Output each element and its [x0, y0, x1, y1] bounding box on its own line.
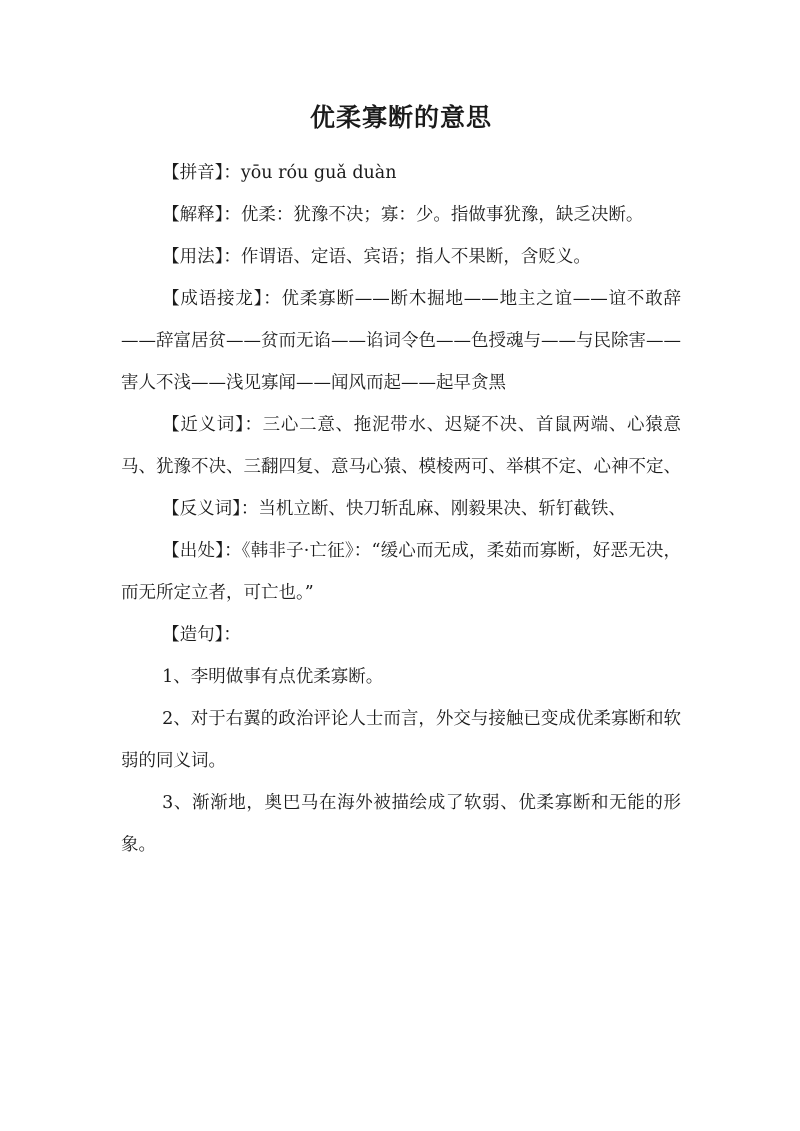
section-label: 【近义词】: [162, 415, 245, 435]
section-label: 【成语接龙】: [162, 289, 264, 309]
section-text: ：当机立断、快刀斩乱麻、刚毅果决、斩钉截铁、: [240, 499, 626, 519]
section-label: 【造句】: [162, 625, 224, 645]
section-text: ：三心二意、拖泥带水、迟疑不决、首鼠两端、心猿意马、犹豫不决、三翻四复、意马心猿、模棱两可、举棋不定、心神不定、: [121, 415, 681, 477]
section-examples-heading: [121, 614, 681, 656]
section-idiom-chain: [121, 278, 681, 404]
section-synonyms: [121, 404, 681, 488]
section-label: 【出处】: [162, 541, 225, 561]
section-antonyms: [121, 488, 681, 530]
section-text: ：: [223, 625, 241, 645]
section-label: 【反义词】: [162, 499, 241, 519]
section-explanation: [121, 194, 681, 236]
example-sentence-1: 1、李明做事有点优柔寡断。: [162, 667, 384, 687]
section-label: 【用法】: [162, 247, 224, 267]
example-sentence-2: 2、对于右翼的政治评论人士而言，外交与接触已变成优柔寡断和软弱的同义词。: [121, 709, 681, 771]
section-label: 【解释】: [162, 205, 224, 225]
document-body: [121, 152, 681, 866]
section-usage: [121, 236, 681, 278]
section-label: 【拼音】: [162, 163, 224, 183]
section-text: ：《韩非子·亡征》：“缓心而无成，柔茹而寡断，好恶无决，而无所定立者，可亡也。”: [121, 541, 682, 603]
section-pinyin: [121, 152, 681, 194]
section-text: ：优柔寡断——断木掘地——地主之谊——谊不敢辞——辞富居贫——贫而无谄——谄词令色——色授魂与——与民除害——害人不浅——浅见寡闻——闻风而起——起早贪黑: [121, 289, 682, 393]
section-text: ：yōu róu guǎ duàn: [223, 163, 397, 183]
document-title: 优柔寡断的意思: [309, 103, 492, 132]
example-sentence-3: 3、渐渐地，奥巴马在海外被描绘成了软弱、优柔寡断和无能的形象。: [121, 793, 681, 855]
section-text: ：优柔：犹豫不决；寡：少。指做事犹豫，缺乏决断。: [223, 205, 644, 225]
section-source: [121, 530, 681, 614]
section-text: ：作谓语、定语、宾语；指人不果断，含贬义。: [223, 247, 591, 267]
